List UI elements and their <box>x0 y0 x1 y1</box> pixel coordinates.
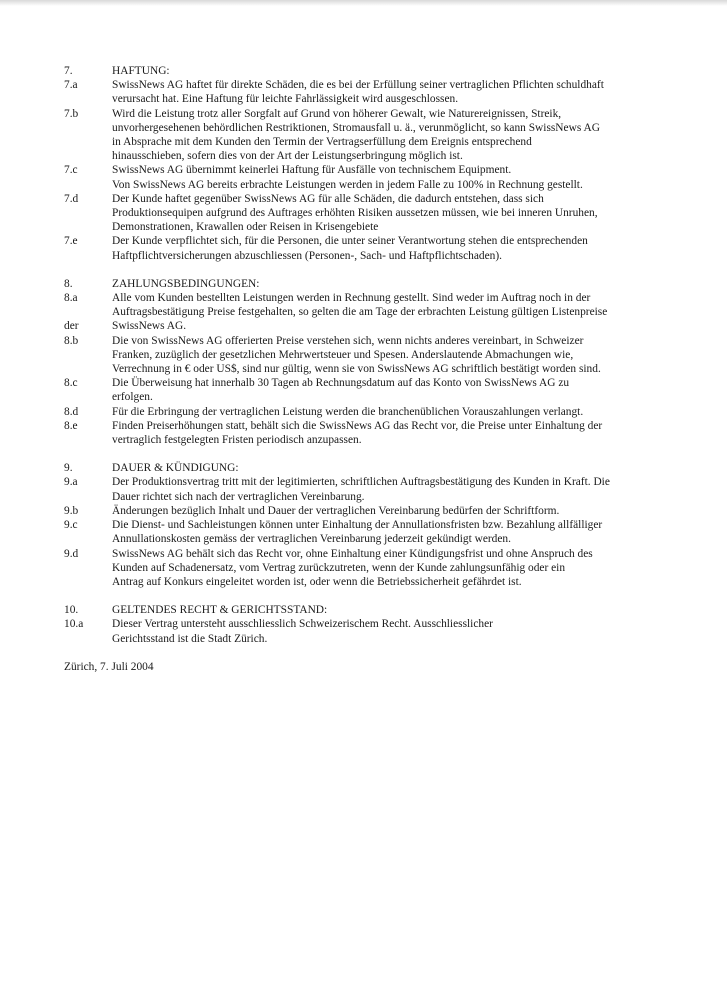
clause-text <box>112 334 664 377</box>
clause-line: Die von SwissNews AG offerierten Preise verstehen sich, wenn nichts anderes vereinbart, in Schweizer <box>112 334 584 347</box>
section-number: 10. <box>64 604 79 617</box>
clause-number: 8.c <box>64 377 78 390</box>
clause-line: Von SwissNews AG bereits erbrachte Leistungen werden in jedem Falle zu 100% in Rechnung gestellt. <box>112 178 583 191</box>
clause-text <box>112 617 664 645</box>
clause-text <box>112 163 664 191</box>
clause <box>64 291 664 319</box>
clause-line: Kunden auf Schadenersatz, vom Vertrag zurückzutreten, wenn der Kunde zahlungsunfähig oder ein <box>112 561 566 574</box>
clause-line: Der Kunde verpflichtet sich, für die Personen, die unter seiner Verantwortung stehen die entsprechenden <box>112 235 588 248</box>
clause-text <box>112 419 664 447</box>
clause-line: vertraglich festgelegten Fristen periodisch anzupassen. <box>112 434 362 447</box>
clause <box>64 78 664 106</box>
section-number: 8. <box>64 277 73 290</box>
clause-line: SwissNews AG behält sich das Recht vor, ohne Einhaltung einer Kündigungsfrist und ohne Anspruch des <box>112 547 593 560</box>
clause-line: Antrag auf Konkurs eingeleitet worden ist, oder wenn die Betriebssicherheit gefährdet ist. <box>112 575 522 588</box>
section-heading <box>64 461 664 475</box>
clause-line: SwissNews AG. <box>112 320 187 333</box>
clause-text <box>112 78 664 106</box>
clause-line: Die Überweisung hat innerhalb 30 Tagen ab Rechnungsdatum auf das Konto von SwissNews AG zu <box>112 377 570 390</box>
place-and-date: Zürich, 7. Juli 2004 <box>64 660 154 673</box>
clause-line: in Absprache mit dem Kunden den Termin der Vertragserfüllung dem Ereignis entsprechend <box>112 136 532 149</box>
clause <box>64 192 664 235</box>
clause-number: 9.c <box>64 519 78 532</box>
clause-text <box>112 291 664 319</box>
clause-number: 8.b <box>64 334 79 347</box>
clause-line: Franken, zuzüglich der gesetzlichen Mehrwertsteuer und Spesen. Anderslautende Abmachungen wie, <box>112 348 574 361</box>
section-heading <box>64 603 664 617</box>
clause-line: unvorhergesehenen behördlichen Restriktionen, Stromausfall u. ä., verunmöglicht, so kann SwissNews AG <box>112 121 600 134</box>
section-number: 7. <box>64 65 73 77</box>
clause-text <box>112 234 664 262</box>
clause <box>64 419 664 447</box>
section-10 <box>64 603 664 646</box>
clause-line: Haftpflichtversicherungen abzuschliessen (Personen-, Sach- und Haftpflichtschaden). <box>112 249 502 262</box>
clause-number: 7.d <box>64 192 79 205</box>
clause-line: Demonstrationen, Krawallen oder Reisen in Krisengebiete <box>112 221 379 234</box>
section-title: GELTENDES RECHT & GERICHTSSTAND: <box>112 604 328 617</box>
clause-line: Finden Preiserhöhungen statt, behält sich die SwissNews AG das Recht vor, die Preise unter Einhaltung der <box>112 419 603 432</box>
clause-text <box>112 504 664 518</box>
clause <box>64 504 664 518</box>
section-title: ZAHLUNGSBEDINGUNGEN: <box>112 277 260 290</box>
clause-text <box>112 518 664 546</box>
clause <box>64 163 664 191</box>
section-8 <box>64 277 664 447</box>
clause <box>64 405 664 419</box>
section-9 <box>64 461 664 589</box>
clause <box>64 518 664 546</box>
clause-text <box>112 547 664 590</box>
clause-line: hinausschieben, sofern dies von der Art der Leistungserbringung möglich ist. <box>112 150 463 163</box>
clause-number: 9.d <box>64 547 79 560</box>
clause-number: 8.e <box>64 419 78 432</box>
clause-line: Dieser Vertrag untersteht ausschliesslich Schweizerischem Recht. Ausschliesslicher <box>112 618 493 631</box>
clause-number: 8.d <box>64 405 79 418</box>
clause-text <box>112 376 664 404</box>
clause-line: erfolgen. <box>112 391 153 404</box>
section-heading <box>64 277 664 291</box>
clause-number: 7.c <box>64 164 78 177</box>
clause-line: Wird die Leistung trotz aller Sorgfalt auf Grund von höherer Gewalt, wie Naturereignissen, Streik, <box>112 107 562 120</box>
clause-line: Alle vom Kunden bestellten Leistungen werden in Rechnung gestellt. Sind weder im Auftrag noch in der <box>112 292 591 305</box>
clause-text <box>112 405 664 419</box>
clause <box>64 107 664 164</box>
clause-text <box>112 319 664 333</box>
clause-number: 7.a <box>64 79 78 92</box>
clause-line: Annullationskosten gemäss der vertraglichen Vereinbarung jederzeit gekündigt werden. <box>112 533 511 546</box>
clause-line: SwissNews AG haftet für direkte Schäden, die es bei der Erfüllung seiner vertraglichen Pflichten schuldhaft <box>112 79 604 92</box>
clause-line: Gerichtsstand ist die Stadt Zürich. <box>112 632 268 645</box>
clause <box>64 617 664 645</box>
contract-text <box>64 64 664 674</box>
section-7 <box>64 64 664 263</box>
clause-text <box>112 107 664 164</box>
clause <box>64 475 664 503</box>
clause-line: SwissNews AG übernimmt keinerlei Haftung für Ausfälle von technischem Equipment. <box>112 164 512 177</box>
section-title: HAFTUNG: <box>112 65 170 77</box>
clause-line: Dauer richtet sich nach der vertraglichen Vereinbarung. <box>112 490 365 503</box>
clause <box>64 376 664 404</box>
clause-line: Änderungen bezüglich Inhalt und Dauer der vertraglichen Vereinbarung bedürfen der Schriftform. <box>112 504 560 517</box>
clause-number: 9.b <box>64 504 79 517</box>
section-number: 9. <box>64 462 73 475</box>
section-title: DAUER & KÜNDIGUNG: <box>112 462 239 475</box>
clause <box>64 547 664 590</box>
clause-number: 8.a <box>64 292 78 305</box>
clause-line: Produktionsequipen aufgrund des Auftrages erhöhten Risiken aussetzen müssen, wie bei inneren Unruhen, <box>112 207 598 220</box>
clause-text <box>112 475 664 503</box>
clause-line: Der Produktionsvertrag tritt mit der legitimierten, schriftlichen Auftragsbestätigung des Kunden in Kraft. Die <box>112 476 610 489</box>
clause-number: 10.a <box>64 618 84 631</box>
clause-line: verursacht hat. Eine Haftung für leichte Fahrlässigkeit wird ausgeschlossen. <box>112 93 459 106</box>
section-heading <box>64 64 664 78</box>
clause-number: der <box>64 320 79 333</box>
clause-number: 9.a <box>64 476 78 489</box>
clause-number: 7.e <box>64 235 78 248</box>
clause <box>64 234 664 262</box>
clause-text <box>112 192 664 235</box>
clause-number: 7.b <box>64 107 79 120</box>
clause-line: Die Dienst- und Sachleistungen können unter Einhaltung der Annullationsfristen bzw. Bezahlung allfälliger <box>112 519 603 532</box>
clause-line: Auftragsbestätigung Preise festgehalten, so gelten die am Tage der erbrachten Leistung gültigen Listenpreise <box>112 306 608 319</box>
clause-line: Der Kunde haftet gegenüber SwissNews AG für alle Schäden, die dadurch entstehen, dass sich <box>112 192 544 205</box>
clause-line: Verrechnung in € oder US$, sind nur gültig, wenn sie von SwissNews AG schriftlich bestätigt worden sind. <box>112 363 601 376</box>
scan-edge <box>0 0 727 6</box>
clause <box>64 334 664 377</box>
clause <box>64 319 664 333</box>
clause-line: Für die Erbringung der vertraglichen Leistung werden die branchenüblichen Vorauszahlungen verlangt. <box>112 405 584 418</box>
